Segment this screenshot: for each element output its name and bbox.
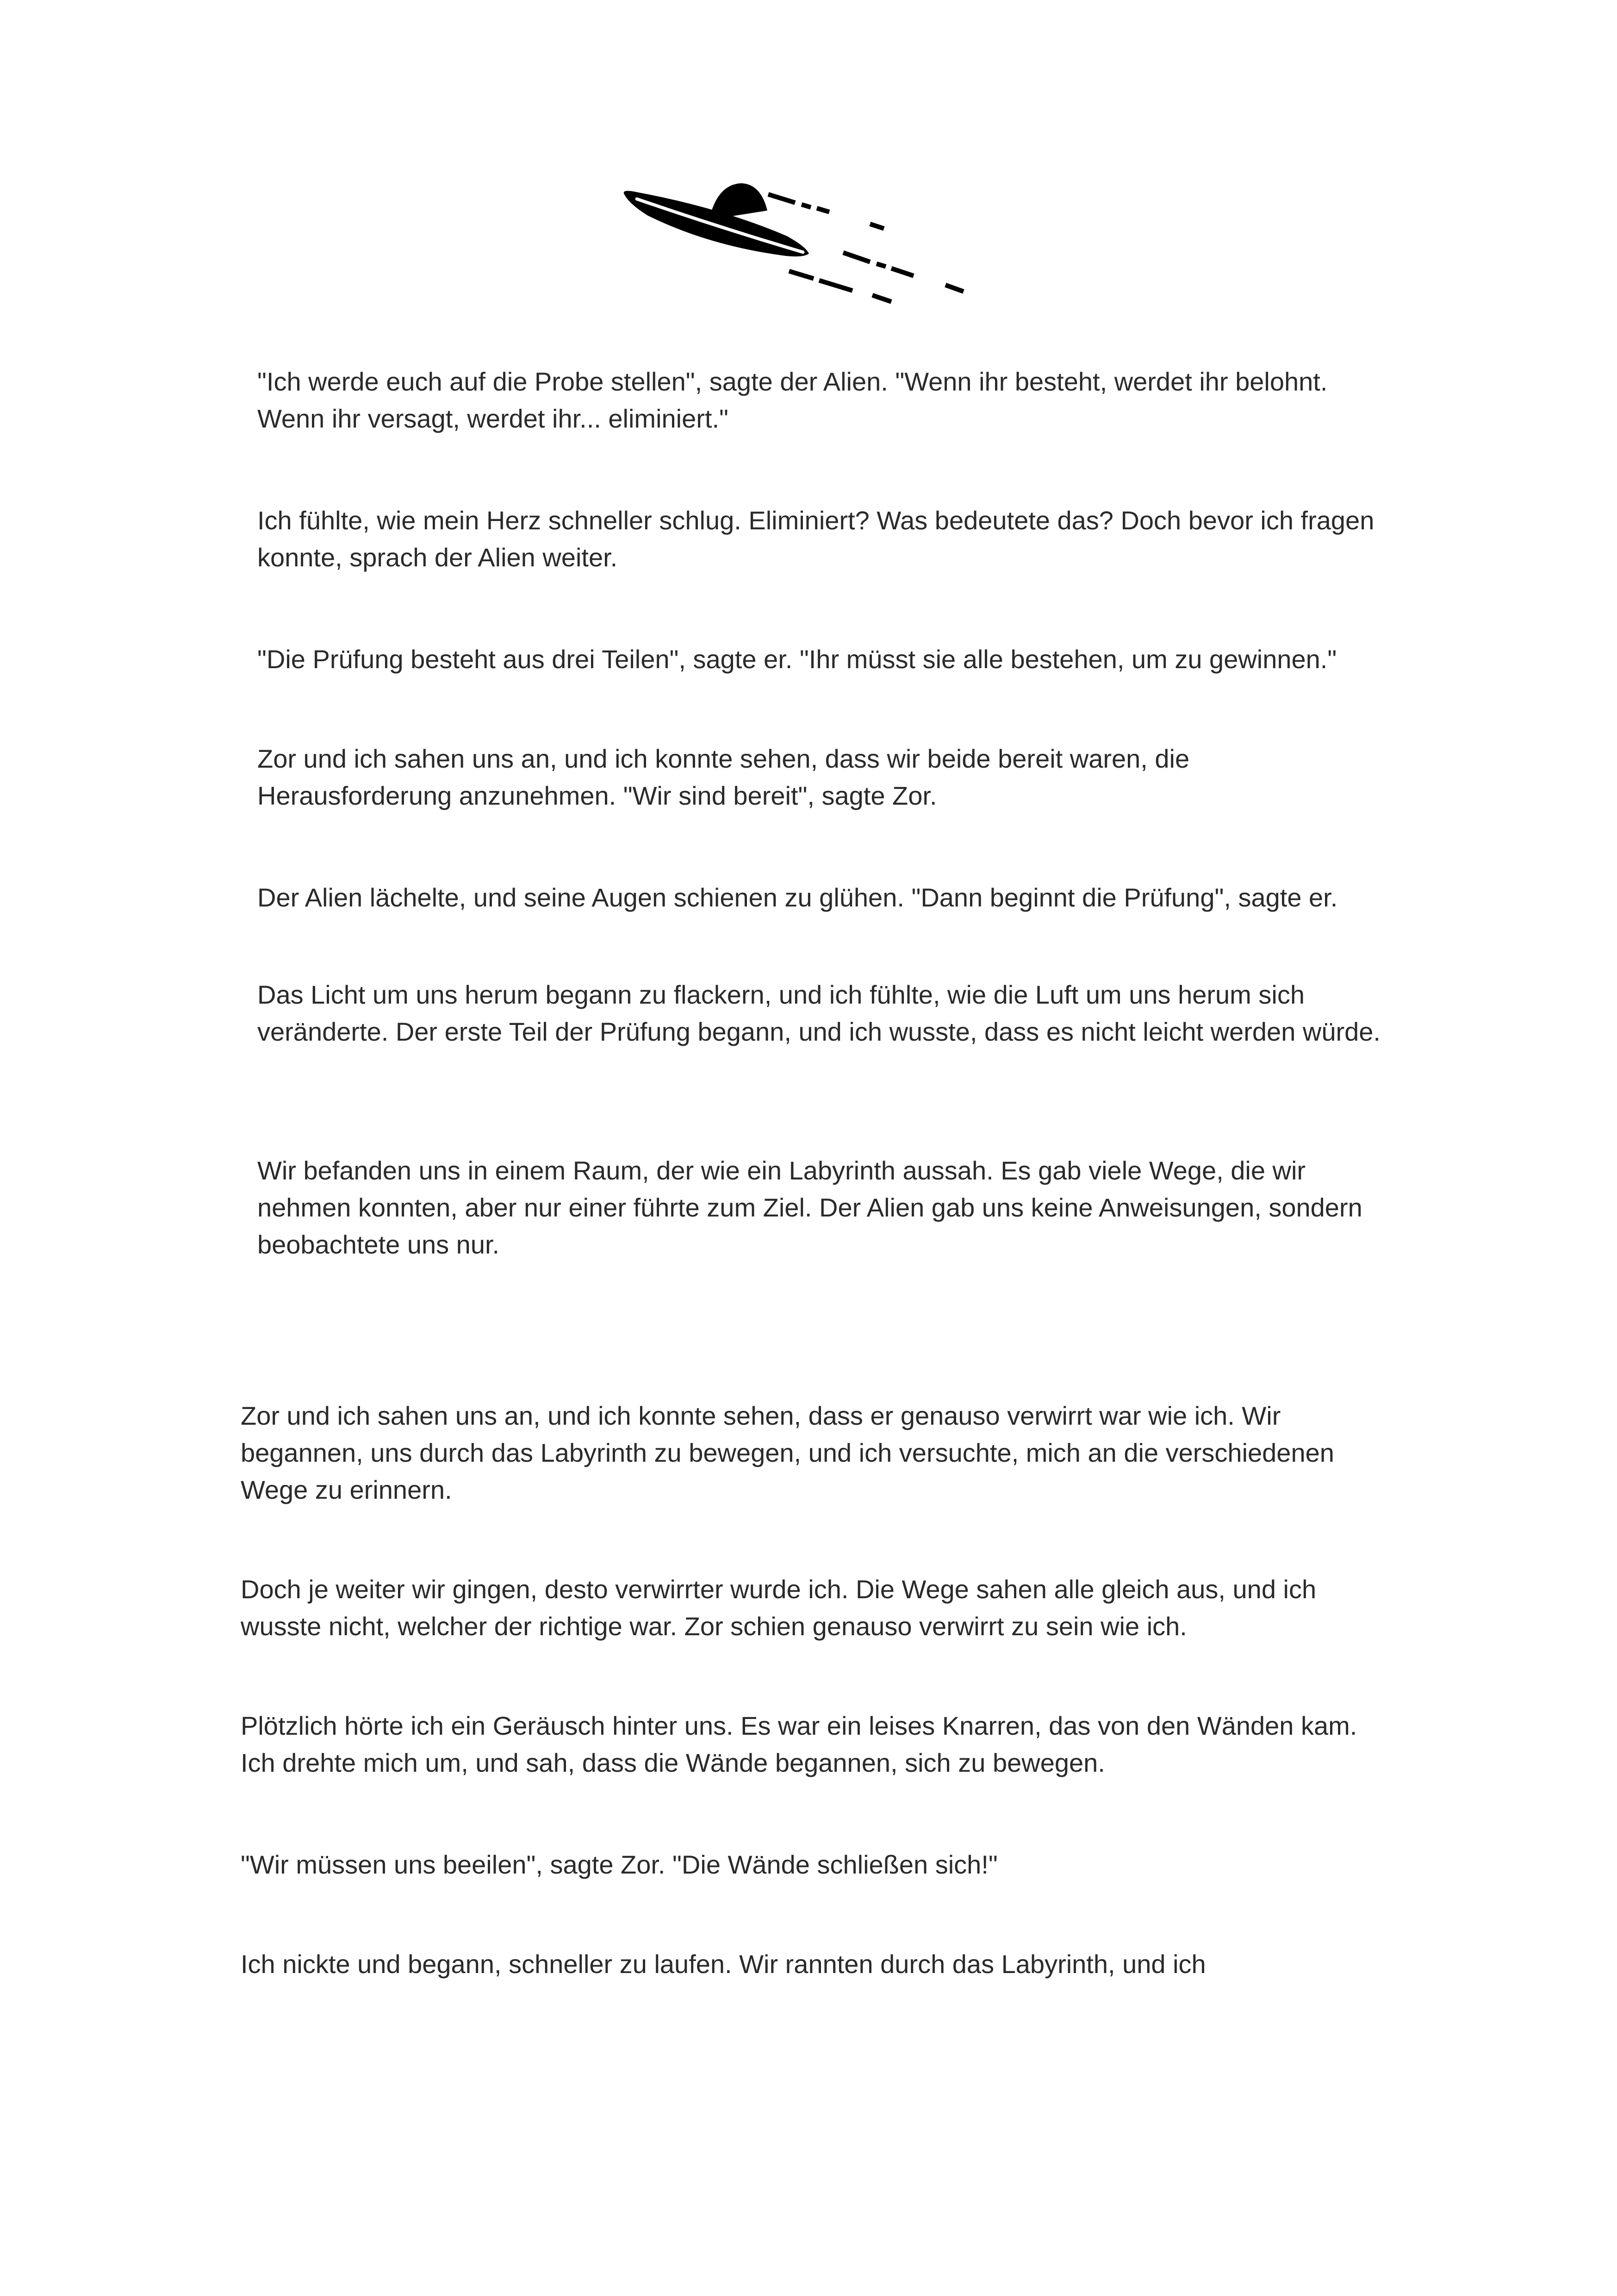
paragraph: Plötzlich hörte ich ein Geräusch hinter uns. Es war ein leises Knarren, das von den Wänden kam. Ich drehte mich um, und sah, dass die Wände begannen, sich zu bewegen.: [241, 1711, 1357, 1777]
paragraph: Ich fühlte, wie mein Herz schneller schlug. Eliminiert? Was bedeutete das? Doch bevor ich fragen konnte, sprach der Alien weiter.: [257, 506, 1374, 572]
paragraph: "Die Prüfung besteht aus drei Teilen", sagte er. "Ihr müsst sie alle bestehen, um zu gewinnen.": [257, 645, 1337, 674]
paragraph: Zor und ich sahen uns an, und ich konnte sehen, dass er genauso verwirrt war wie ich. Wir begannen, uns durch das Labyrinth zu bewegen, und ich versuchte, mich an die verschiedenen Wege zu erinnern.: [241, 1401, 1334, 1504]
paragraph: Das Licht um uns herum begann zu flackern, und ich fühlte, wie die Luft um uns herum sich veränderte. Der erste Teil der Prüfung begann, und ich wusste, dass es nicht leicht werden würde.: [257, 980, 1381, 1046]
paragraph: "Ich werde euch auf die Probe stellen", sagte der Alien. "Wenn ihr besteht, werdet ihr belohnt. Wenn ihr versagt, werdet ihr... eliminiert.": [257, 367, 1328, 433]
paragraph: Doch je weiter wir gingen, desto verwirrter wurde ich. Die Wege sahen alle gleich aus, und ich wusste nicht, welcher der richtige war. Zor schien genauso verwirrt zu sein wie ich.: [241, 1575, 1317, 1641]
paragraph: Zor und ich sahen uns an, und ich konnte sehen, dass wir beide bereit waren, die Herausforderung anzunehmen. "Wir sind bereit", sagte Zor.: [257, 744, 1190, 810]
paragraph: Der Alien lächelte, und seine Augen schienen zu glühen. "Dann beginnt die Prüfung", sagte er.: [257, 883, 1338, 912]
ufo-icon: [620, 176, 981, 315]
paragraph: Ich nickte und begann, schneller zu laufen. Wir rannten durch das Labyrinth, und ich: [241, 1949, 1206, 1979]
paragraph: Wir befanden uns in einem Raum, der wie ein Labyrinth aussah. Es gab viele Wege, die wir nehmen konnten, aber nur einer führte zum Ziel. Der Alien gab uns keine Anweisungen, sondern beobachtete uns nur.: [257, 1156, 1362, 1259]
paragraph: "Wir müssen uns beeilen", sagte Zor. "Die Wände schließen sich!": [241, 1850, 998, 1879]
